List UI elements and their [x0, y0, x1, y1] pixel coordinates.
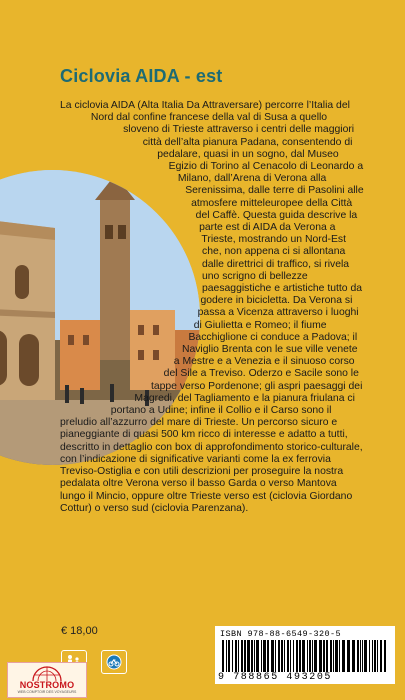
- isbn-number: ISBN 978-88-6549-320-5: [220, 629, 342, 639]
- barcode-bar: [271, 640, 274, 672]
- barcode-bar: [323, 640, 325, 672]
- barcode-bar: [333, 640, 334, 672]
- barcode-bar: [374, 640, 376, 672]
- barcode-bar: [380, 640, 382, 672]
- barcode-bar: [275, 640, 276, 672]
- barcode-bar: [357, 640, 359, 672]
- barcode-bar: [247, 640, 250, 672]
- barcode-bar: [281, 640, 283, 672]
- barcode-bar: [251, 640, 253, 672]
- barcode-bar: [330, 640, 332, 672]
- barcode-bar: [360, 640, 361, 672]
- barcode-bar: [287, 640, 289, 672]
- barcode-bar: [241, 640, 243, 672]
- barcode-bar: [364, 640, 367, 672]
- barcode-bar: [314, 640, 317, 672]
- barcode-bar: [228, 640, 230, 672]
- barcode-bar: [335, 640, 338, 672]
- barcode-bar: [254, 640, 255, 672]
- barcode-bar: [293, 640, 294, 672]
- barcode-bar: [263, 640, 266, 672]
- book-description: [60, 100, 364, 515]
- barcode-bar: [290, 640, 291, 672]
- barcode-bar: [372, 640, 373, 672]
- barcode-bar: [319, 640, 322, 672]
- barcode-bar: [261, 640, 262, 672]
- barcode-bar: [296, 640, 298, 672]
- barcode-bars: [220, 640, 390, 672]
- barcode-bar: [326, 640, 328, 672]
- barcode-bar: [342, 640, 345, 672]
- barcode-bar: [339, 640, 340, 672]
- barcode-bar: [278, 640, 280, 672]
- logo-tagline: WEB COMPTOIR DES VOYAGEURS: [17, 690, 77, 694]
- barcode-bar: [226, 640, 227, 672]
- nostromo-logo: [7, 662, 87, 698]
- barcode-bar: [307, 640, 308, 672]
- barcode-bar: [302, 640, 305, 672]
- barcode-bar: [362, 640, 363, 672]
- barcode-bar: [244, 640, 246, 672]
- logo-name: NOSTROMO: [19, 680, 75, 690]
- barcode-bar: [347, 640, 350, 672]
- barcode-bar: [312, 640, 313, 672]
- barcode-digits: 9 788865 493205: [218, 672, 333, 683]
- cycling-route-icon: [101, 650, 127, 674]
- price-label: € 18,00: [61, 625, 98, 637]
- barcode-bar: [299, 640, 301, 672]
- barcode-bar: [284, 640, 285, 672]
- book-title: Ciclovia AIDA - est: [60, 66, 223, 86]
- barcode-bar: [238, 640, 239, 672]
- barcode-bar: [235, 640, 237, 672]
- barcode-bar: [309, 640, 311, 672]
- description-paragraph: La ciclovia AIDA (Alta Italia Da Attraversare) percorre l’Italia del Nord dal confine francese della val di Susa a quello sloveno di Trieste attraverso i centri delle maggiori città dell’alta pianura Padana, consentendo di pedalare, quasi in un sogno, dal Museo Egizio di Torino al Cenacolo di Leonardo a Milano, dall’Arena di Verona alla Serenissima, dalle terre di Pasolini alle atmosfere mitteleuropee della Città del Caffè. Questa guida descrive la parte est di AIDA da Verona a Trieste, mostrando un Nord-Est che, non appena ci si allontana dalle direttrici di traffico, si rivela uno scrigno di bellezze paesaggistiche e artistiche tutto da godere in bicicletta. Da Verona si passa a Vicenza attraverso i luoghi di Giulietta e Romeo; il fiume Bacchiglione ci conduce a Padova; il Naviglio Brenta con le sue ville venete a Mestre e a Venezia e il sinuoso corso del Sile a Treviso. Oderzo e Sacile sono le tappe verso Pordenone; gli aspri paesaggi dei Magredi, del Tagliamento e la pianura friulana ci portano a Udine; infine il Collio e il Carso sono il preludio all’azzurro del mare di Trieste. Un percorso sicuro e pianeggiante di quasi 500 km ricco di interesse e adatto a tutti, descritto in dettaglio con box di approfondimento storico-culturale, con l’indicazione di significative varianti come la ex ferrovia Treviso-Ostiglia e con utili descrizioni per proseguire la nostra pedalata oltre Verona verso il basso Garda o verso Mantova lungo il Mincio, oppure oltre Trieste verso est (ciclovia Giordano Cottur) o verso sud (ciclovia Parenzana).: [60, 100, 364, 514]
- barcode-bar: [377, 640, 378, 672]
- isbn-barcode: [215, 626, 395, 684]
- barcode-bar: [232, 640, 233, 672]
- barcode-bar: [369, 640, 370, 672]
- barcode-bar: [352, 640, 355, 672]
- barcode-bar: [256, 640, 259, 672]
- barcode-bar: [267, 640, 269, 672]
- barcode-bar: [384, 640, 386, 672]
- barcode-bar: [222, 640, 224, 672]
